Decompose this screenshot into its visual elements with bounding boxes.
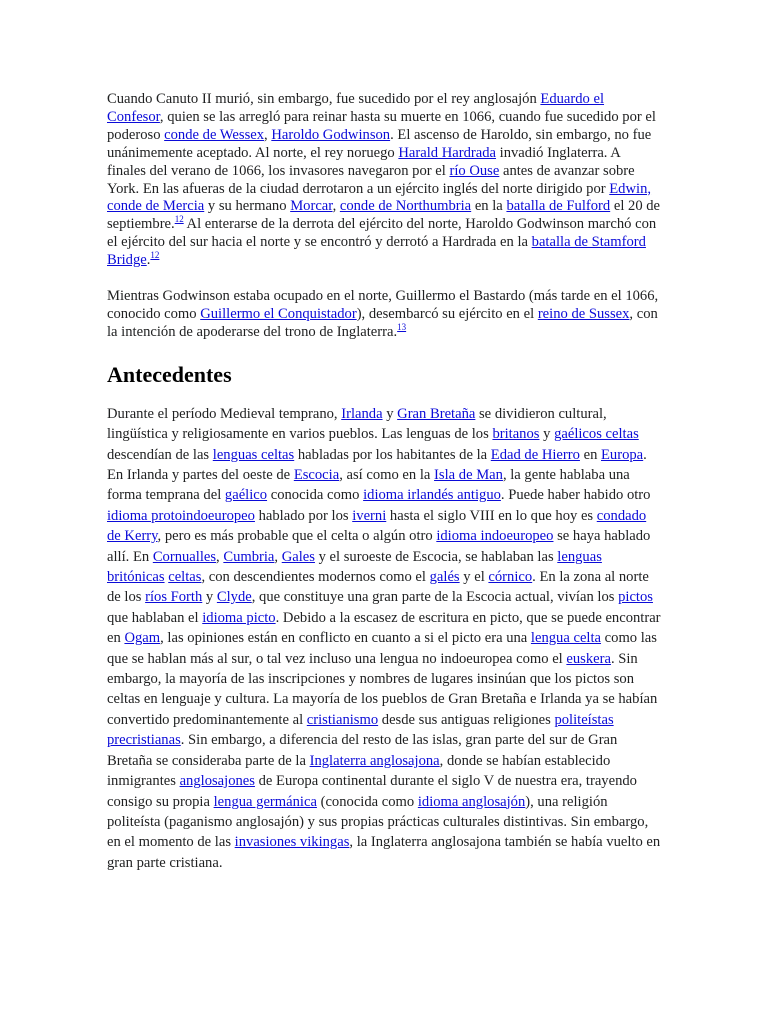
text: se haya hablado allí. En [107,528,651,565]
text: . Sin embargo, la mayoría de las inscripciones y nombres de lugares insinúan que los pictos son celtas en lenguaje y cultura. La mayoría de los pueblos de Gran Bretaña e Irlanda ya se habían convertido predominantemente al [107,650,658,728]
link-ogam[interactable]: Ogam [124,630,161,647]
link-idioma-indoeuropeo[interactable]: idioma indoeuropeo [436,528,554,545]
text: Cuando Canuto II murió, sin embargo, fue sucedido por el rey anglosajón [107,91,541,107]
link-cristianismo[interactable]: cristianismo [306,711,379,728]
link-gran-bretana[interactable]: Gran Bretaña [397,405,476,422]
link-guillermo-el-conquistador[interactable]: Guillermo el Conquistador [200,305,357,322]
text: , las opiniones están en conflicto en cuanto a si el picto era una [160,630,531,647]
link-anglosajones[interactable]: anglosajones [179,773,255,790]
text: habladas por los habitantes de la [294,446,491,463]
link-haroldo-godwinson[interactable]: Haroldo Godwinson [271,126,391,143]
link-lenguas-celtas[interactable]: lenguas celtas [212,446,295,463]
text: , la gente hablaba una forma temprana del [107,467,630,504]
paragraph-antecedentes [107,404,662,873]
link-pictos[interactable]: pictos [618,589,653,606]
text: y el suroeste de Escocia, se hablaban las [314,548,558,565]
text: . Puede haber habido otro [500,487,651,504]
link-conde-de-wessex[interactable]: conde de Wessex [164,126,265,143]
text: , con la intención de apoderarse del trono de Inglaterra. [107,305,658,340]
link-lenguas-britonicas[interactable]: lenguas britónicas [107,548,602,586]
text: . En Irlanda y partes del oeste de [107,446,647,483]
text: , así como en la [339,467,435,483]
text: , que constituye una gran parte de la Escocia actual, vivían los [251,589,619,606]
article-body [107,91,662,873]
link-gales-idioma[interactable]: galés [429,569,460,586]
citation-link[interactable]: 12 [174,214,184,225]
link-inglaterra-anglosajona[interactable]: Inglaterra anglosajona [309,752,440,769]
link-rio-ouse[interactable]: río Ouse [449,162,500,179]
link-cornico[interactable]: córnico [488,569,533,586]
link-conde-de-northumbria[interactable]: conde de Northumbria [339,198,472,215]
text: . Sin embargo, a diferencia del resto de las islas, gran parte del sur de Gran Bretaña se consideraba parte de la [107,732,618,769]
text: , [332,198,340,215]
link-irlanda[interactable]: Irlanda [341,405,383,422]
text: conocida como [267,487,364,504]
citation-link[interactable]: 13 [397,322,407,333]
link-reino-de-sussex[interactable]: reino de Sussex [537,305,630,322]
link-celtas[interactable]: celtas [168,569,202,586]
link-europa[interactable]: Europa [601,446,644,463]
link-batalla-de-fulford[interactable]: batalla de Fulford [506,198,611,215]
link-idioma-irlandes-antiguo[interactable]: idioma irlandés antiguo [363,487,501,504]
text: como las que se hablan más al sur, o tal vez incluso una lengua no indoeuropea como el [107,630,657,667]
link-clyde[interactable]: Clyde [216,589,252,606]
link-idioma-protoindoeuropeo[interactable]: idioma protoindoeuropeo [107,507,255,524]
link-morcar[interactable]: Morcar [290,198,333,215]
text: , quien se las arregló para reinar hasta su muerte en 1066, cuando fue sucedido por el poderoso [107,108,656,143]
text: y [202,589,217,606]
text: y [382,405,398,422]
text: y [539,426,555,443]
paragraph-godwinson-william [107,288,662,342]
text: descendían de las [107,446,213,463]
text: hasta el siglo VIII en lo que hoy es [386,507,597,524]
text: en la [471,198,507,215]
section-heading: Antecedentes [107,361,232,387]
text: se dividieron cultural, lingüística y religiosamente en varios pueblos. Las lenguas de los [107,405,607,443]
link-cumbria[interactable]: Cumbria [223,548,275,565]
link-escocia[interactable]: Escocia [293,467,340,483]
link-eduardo-el-confesor[interactable]: Eduardo el Confesor [107,91,605,125]
text: . [146,252,151,269]
text: , donde se habían establecido inmigrantes [107,752,611,790]
text: , [216,548,224,565]
link-rios-forth[interactable]: ríos Forth [145,589,203,606]
link-euskera[interactable]: euskera [566,650,611,667]
text: . En la zona al norte de los [107,569,649,606]
link-gaelico[interactable]: gaélico [224,487,268,504]
link-invasiones-vikingas[interactable]: invasiones vikingas [234,834,350,851]
link-condado-de-kerry[interactable]: condado de Kerry [107,507,647,545]
link-isla-de-man[interactable]: Isla de Man [434,467,503,483]
link-politeistas-precristianas[interactable]: politeístas precristianas [107,711,614,749]
citation-link[interactable]: 12 [150,250,160,261]
text: , pero es más probable que el celta o algún otro [157,528,437,545]
text: de Europa continental durante el siglo V de nuestra era, trayendo consigo su propia [107,773,637,810]
link-idioma-anglosajon[interactable]: idioma anglosajón [417,793,526,810]
text: en [579,446,602,463]
text: Al enterarse de la derrota del ejército del norte, Haroldo Godwinson marchó con el ejército del sur hacia el norte y se encontró y derrotó a Hardrada en la [107,216,657,251]
link-harald-hardrada[interactable]: Harald Hardrada [398,144,497,161]
link-batalla-de-stamford-bridge[interactable]: batalla de Stamford Bridge [107,234,646,269]
text: ), desembarcó su ejército en el [356,305,538,322]
text: el 20 de septiembre. [107,198,661,233]
text: Mientras Godwinson estaba ocupado en el norte, Guillermo el Bastardo (más tarde en el 1066, conocido como [107,288,659,322]
text: desde sus antiguas religiones [378,711,555,728]
text: . El ascenso de Haroldo, sin embargo, no fue unánimemente aceptado. Al norte, el rey noruego [107,126,652,161]
text: , la Inglaterra anglosajona también se había vuelto en gran parte cristiana. [107,834,661,871]
link-britanos[interactable]: britanos [492,426,540,443]
link-gaelicos-celtas[interactable]: gaélicos celtas [554,426,639,443]
text: que hablaban el [107,609,203,626]
paragraph-canute-succession [107,91,662,270]
text: , [264,126,272,143]
link-cornualles[interactable]: Cornualles [152,548,217,565]
text: , [274,548,282,565]
link-edwin-conde-de-mercia[interactable]: Edwin, conde de Mercia [107,180,652,215]
text: . Debido a la escasez de escritura en picto, que se puede encontrar en [107,609,661,647]
link-lengua-celta[interactable]: lengua celta [530,630,602,647]
text: y su hermano [204,198,291,215]
text: Durante el período Medieval temprano, [107,405,342,422]
link-gales[interactable]: Gales [281,548,315,565]
text: antes de avanzar sobre York. En las afueras de la ciudad derrotaron a un ejército inglés del norte dirigido por [107,162,635,197]
link-lengua-germanica[interactable]: lengua germánica [213,793,317,810]
text: ), una religión politeísta (paganismo anglosajón) y sus propias prácticas culturales distintivas. Sin embargo, en el momento de las [107,793,649,851]
link-idioma-picto[interactable]: idioma picto [202,609,276,626]
text: hablado por los [254,507,353,524]
text: (conocida como [316,793,418,810]
text: invadió Inglaterra. A finales del verano de 1066, los invasores navegaron por el [107,144,621,179]
text: , con descendientes modernos como el [201,569,430,586]
link-edad-de-hierro[interactable]: Edad de Hierro [490,446,580,463]
text: y el [459,569,489,586]
link-iverni[interactable]: iverni [352,507,387,524]
